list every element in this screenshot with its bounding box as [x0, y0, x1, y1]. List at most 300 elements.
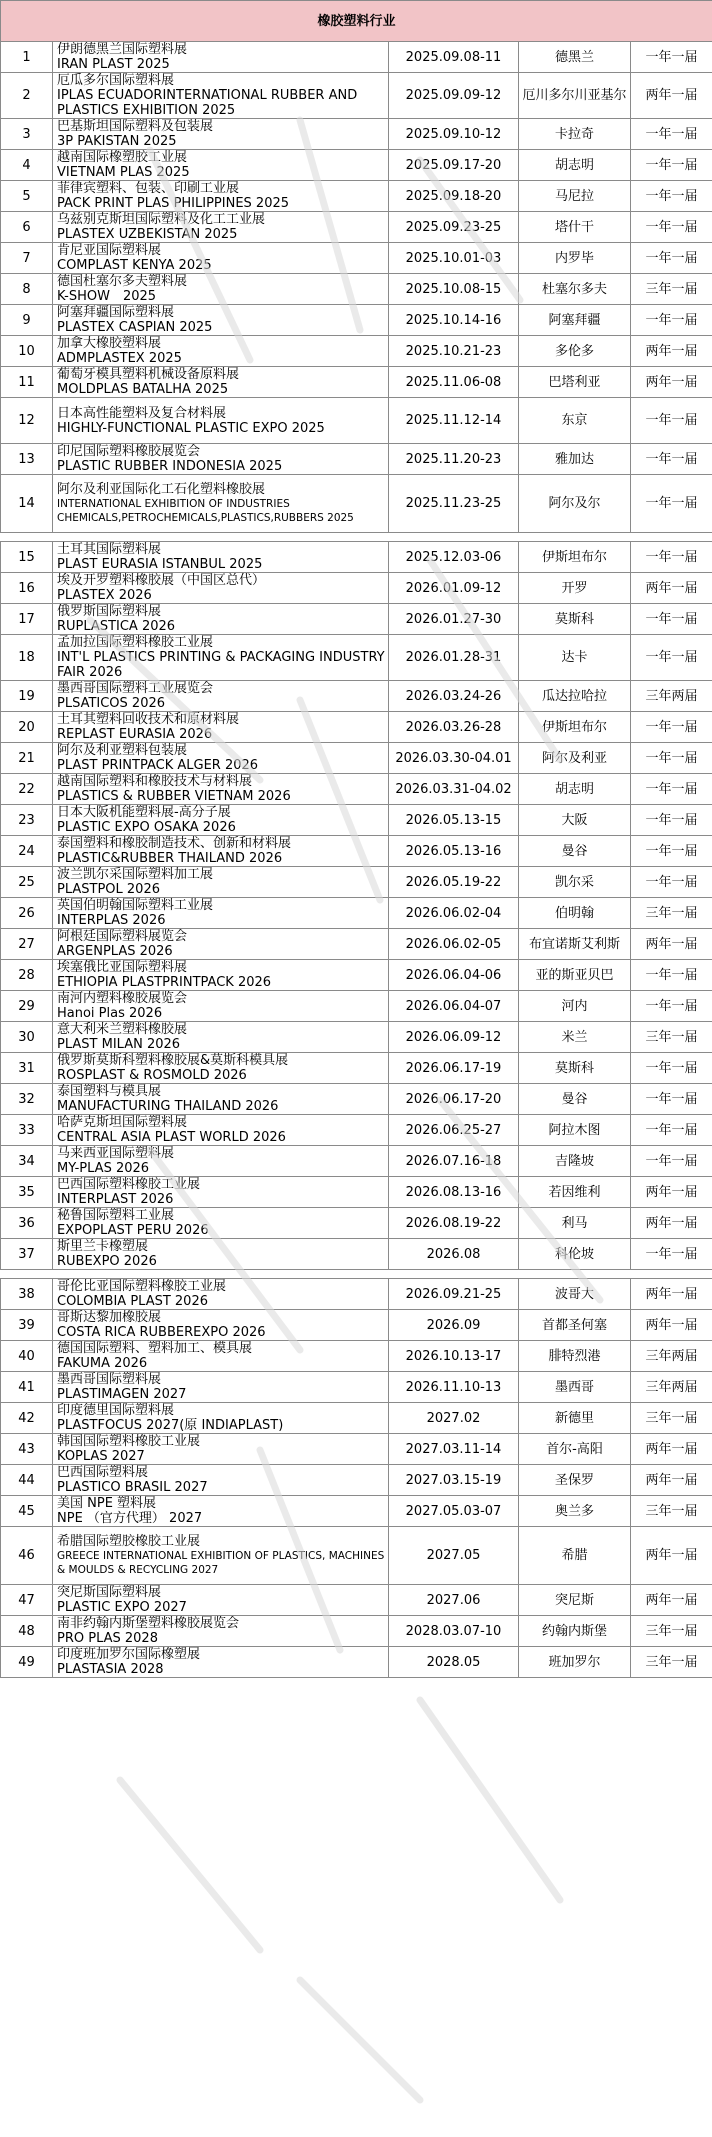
exhibition-frequency: 一年一届	[631, 712, 712, 743]
exhibition-frequency: 两年一届	[631, 1208, 712, 1239]
exhibition-name-cell	[53, 573, 389, 604]
exhibition-date: 2026.06.17-20	[389, 1084, 519, 1115]
exhibition-city: 雅加达	[519, 444, 631, 475]
exhibition-name-en: 3P PAKISTAN 2025	[57, 134, 177, 149]
exhibition-name-cn: 哥伦比亚国际塑料橡胶工业展	[57, 1279, 227, 1294]
exhibition-name-cn: 加拿大橡胶塑料展	[57, 336, 162, 351]
exhibition-name-cn: 马来西亚国际塑料展	[57, 1146, 175, 1161]
row-number: 10	[1, 336, 53, 367]
exhibition-frequency: 三年两届	[631, 681, 712, 712]
table-row	[1, 1341, 712, 1372]
exhibition-name-cell	[53, 42, 389, 73]
exhibition-name-en: RUBEXPO 2026	[57, 1254, 157, 1269]
exhibition-name-cn: 秘鲁国际塑料工业展	[57, 1208, 175, 1223]
exhibition-frequency: 三年一届	[631, 1647, 712, 1678]
row-number: 2	[1, 73, 53, 119]
exhibition-frequency: 三年一届	[631, 1403, 712, 1434]
exhibition-city: 阿拉木图	[519, 1115, 631, 1146]
exhibition-name-cell	[53, 1341, 389, 1372]
exhibition-date: 2025.11.20-23	[389, 444, 519, 475]
exhibition-frequency: 一年一届	[631, 1053, 712, 1084]
exhibition-name-cell	[53, 212, 389, 243]
table-row	[1, 867, 712, 898]
exhibition-name-cn: 孟加拉国际塑料橡胶工业展	[57, 635, 214, 650]
exhibition-name-cell	[53, 398, 389, 444]
exhibition-name-cn: 印度德里国际塑料展	[57, 1403, 175, 1418]
exhibition-date: 2026.06.02-04	[389, 898, 519, 929]
exhibition-name-cn: 英国伯明翰国际塑料工业展	[57, 898, 214, 913]
exhibition-name-en: PLAST PRINTPACK ALGER 2026	[57, 758, 259, 773]
exhibition-name-cn: 意大利米兰塑料橡胶展	[57, 1022, 188, 1037]
exhibition-city: 多伦多	[519, 336, 631, 367]
table-row	[1, 212, 712, 243]
row-number: 1	[1, 42, 53, 73]
table-row	[1, 1527, 712, 1585]
table-row	[1, 681, 712, 712]
exhibition-frequency: 三年两届	[631, 1372, 712, 1403]
exhibition-name-cn: 葡萄牙模具塑料机械设备原料展	[57, 367, 240, 382]
exhibition-city: 塔什干	[519, 212, 631, 243]
exhibition-frequency: 两年一届	[631, 1177, 712, 1208]
exhibition-frequency: 一年一届	[631, 991, 712, 1022]
table-row	[1, 712, 712, 743]
row-number: 33	[1, 1115, 53, 1146]
exhibition-date: 2025.11.12-14	[389, 398, 519, 444]
row-number: 14	[1, 475, 53, 533]
exhibition-frequency: 两年一届	[631, 336, 712, 367]
table-row	[1, 635, 712, 681]
row-number: 26	[1, 898, 53, 929]
exhibition-name-cn: 日本大阪机能塑料展-高分子展	[57, 805, 231, 820]
exhibition-frequency: 一年一届	[631, 305, 712, 336]
exhibition-frequency: 两年一届	[631, 1434, 712, 1465]
exhibition-city: 阿塞拜疆	[519, 305, 631, 336]
exhibition-frequency: 一年一届	[631, 119, 712, 150]
exhibition-name-en: PRO PLAS 2028	[57, 1631, 158, 1646]
exhibition-date: 2025.09.18-20	[389, 181, 519, 212]
exhibition-city: 约翰内斯堡	[519, 1616, 631, 1647]
exhibition-city: 莫斯科	[519, 1053, 631, 1084]
exhibition-name-cn: 俄罗斯莫斯科塑料橡胶展&莫斯科模具展	[57, 1053, 289, 1068]
exhibition-name-cn: 埃及开罗塑料橡胶展（中国区总代）	[57, 573, 266, 588]
exhibition-name-cn: 菲律宾塑料、包装、印刷工业展	[57, 181, 240, 196]
exhibition-date: 2026.05.13-16	[389, 836, 519, 867]
exhibition-name-cell	[53, 1310, 389, 1341]
exhibition-city: 奥兰多	[519, 1496, 631, 1527]
exhibition-frequency: 两年一届	[631, 1310, 712, 1341]
exhibition-name-cell	[53, 712, 389, 743]
exhibition-frequency: 一年一届	[631, 42, 712, 73]
exhibition-name-cn: 阿根廷国际塑料展览会	[57, 929, 188, 944]
exhibition-frequency: 两年一届	[631, 1527, 712, 1585]
row-number: 44	[1, 1465, 53, 1496]
exhibition-name-cn: 哈萨克斯坦国际塑料展	[57, 1115, 188, 1130]
exhibition-date: 2026.06.04-07	[389, 991, 519, 1022]
exhibition-name-cell	[53, 635, 389, 681]
exhibition-date: 2025.09.09-12	[389, 73, 519, 119]
exhibition-name-cn: 墨西哥国际塑料工业展览会	[57, 681, 214, 696]
exhibition-name-cell	[53, 1146, 389, 1177]
exhibition-name-en: COMPLAST KENYA 2025	[57, 258, 212, 273]
exhibition-name-en: HIGHLY-FUNCTIONAL PLASTIC EXPO 2025	[57, 420, 325, 436]
table-row	[1, 1434, 712, 1465]
exhibition-city: 德黑兰	[519, 42, 631, 73]
exhibition-date: 2026.01.27-30	[389, 604, 519, 635]
exhibition-city: 曼谷	[519, 1084, 631, 1115]
exhibition-name-en: K-SHOW 2025	[57, 289, 157, 304]
row-number: 36	[1, 1208, 53, 1239]
table-row	[1, 336, 712, 367]
table-row	[1, 960, 712, 991]
exhibition-frequency: 一年一届	[631, 960, 712, 991]
exhibition-date: 2026.06.17-19	[389, 1053, 519, 1084]
row-number: 31	[1, 1053, 53, 1084]
exhibition-frequency: 三年一届	[631, 1496, 712, 1527]
exhibition-name-en: MOLDPLAS BATALHA 2025	[57, 382, 229, 397]
exhibition-city: 阿尔及利亚	[519, 743, 631, 774]
exhibition-name-cn: 斯里兰卡橡塑展	[57, 1239, 149, 1254]
exhibition-name-cn: 乌兹别克斯坦国际塑料及化工工业展	[57, 212, 266, 227]
exhibition-name-en: PLSATICOS 2026	[57, 696, 166, 711]
exhibition-name-cell	[53, 1496, 389, 1527]
row-number: 25	[1, 867, 53, 898]
exhibition-name-cell	[53, 1177, 389, 1208]
table-row	[1, 1465, 712, 1496]
exhibition-name-en: INTERPLAST 2026	[57, 1192, 174, 1207]
exhibition-frequency: 一年一届	[631, 243, 712, 274]
table-row	[1, 119, 712, 150]
exhibition-name-cell	[53, 960, 389, 991]
row-number: 17	[1, 604, 53, 635]
exhibition-name-cell	[53, 1647, 389, 1678]
table-row	[1, 1403, 712, 1434]
exhibition-frequency: 一年一届	[631, 805, 712, 836]
exhibition-name-cell	[53, 475, 389, 533]
exhibition-name-cn: 越南国际塑料和橡胶技术与材料展	[57, 774, 253, 789]
exhibition-city: 瓜达拉哈拉	[519, 681, 631, 712]
exhibition-city: 布宜诺斯艾利斯	[519, 929, 631, 960]
exhibition-name-cn: 阿尔及利亚塑料包装展	[57, 743, 188, 758]
exhibition-name-cell	[53, 1527, 389, 1585]
exhibition-date: 2027.05.03-07	[389, 1496, 519, 1527]
exhibition-frequency: 一年一届	[631, 1146, 712, 1177]
row-number: 40	[1, 1341, 53, 1372]
category-title: 橡胶塑料行业	[1, 1, 712, 42]
exhibition-city: 马尼拉	[519, 181, 631, 212]
table-row	[1, 929, 712, 960]
row-number: 24	[1, 836, 53, 867]
row-number: 23	[1, 805, 53, 836]
table-row	[1, 73, 712, 119]
exhibition-city: 大阪	[519, 805, 631, 836]
exhibition-name-cn: 德国杜塞尔多夫塑料展	[57, 274, 188, 289]
exhibition-city: 米兰	[519, 1022, 631, 1053]
exhibition-city: 胡志明	[519, 150, 631, 181]
exhibition-name-cn: 阿塞拜疆国际塑料展	[57, 305, 175, 320]
table-row	[1, 604, 712, 635]
exhibition-name-en: PLASTICS & RUBBER VIETNAM 2026	[57, 789, 291, 804]
row-number: 30	[1, 1022, 53, 1053]
exhibition-city: 达卡	[519, 635, 631, 681]
exhibition-name-cell	[53, 1279, 389, 1310]
exhibition-date: 2026.01.09-12	[389, 573, 519, 604]
exhibition-date: 2026.06.02-05	[389, 929, 519, 960]
exhibition-frequency: 两年一届	[631, 1279, 712, 1310]
exhibition-name-cn: 南河内塑料橡胶展览会	[57, 991, 188, 1006]
exhibition-name-en: PACK PRINT PLAS PHILIPPINES 2025	[57, 196, 290, 211]
exhibition-city: 河内	[519, 991, 631, 1022]
exhibition-name-en: ETHIOPIA PLASTPRINTPACK 2026	[57, 975, 272, 990]
exhibition-city: 若因维利	[519, 1177, 631, 1208]
exhibition-frequency: 一年一届	[631, 444, 712, 475]
exhibition-date: 2025.09.23-25	[389, 212, 519, 243]
row-number: 41	[1, 1372, 53, 1403]
exhibition-name-cn: 伊朗德黑兰国际塑料展	[57, 42, 188, 57]
exhibition-city: 伯明翰	[519, 898, 631, 929]
exhibition-name-cn: 阿尔及利亚国际化工石化塑料橡胶展	[57, 482, 266, 497]
exhibition-city: 首都圣何塞	[519, 1310, 631, 1341]
row-number: 34	[1, 1146, 53, 1177]
exhibition-city: 圣保罗	[519, 1465, 631, 1496]
exhibition-name-cn: 肯尼亚国际塑料展	[57, 243, 162, 258]
row-number: 6	[1, 212, 53, 243]
exhibition-name-en: PLASTEX 2026	[57, 588, 152, 603]
exhibition-name-en: ARGENPLAS 2026	[57, 944, 173, 959]
exhibition-name-cell	[53, 1465, 389, 1496]
row-number: 16	[1, 573, 53, 604]
exhibition-date: 2026.08.19-22	[389, 1208, 519, 1239]
exhibition-date: 2026.05.19-22	[389, 867, 519, 898]
exhibition-city: 科伦坡	[519, 1239, 631, 1270]
exhibition-name-en: PLASTASIA 2028	[57, 1662, 164, 1677]
exhibition-name-cn: 越南国际橡塑胶工业展	[57, 150, 188, 165]
exhibition-name-en: IPLAS ECUADORINTERNATIONAL RUBBER AND PLASTICS EXHIBITION 2025	[57, 88, 358, 118]
exhibition-name-en: INTERNATIONAL EXHIBITION OF INDUSTRIES CHEMICALS,PETROCHEMICALS,PLASTICS,RUBBERS 2025	[57, 498, 354, 524]
exhibition-frequency: 一年一届	[631, 542, 712, 573]
exhibition-name-cn: 印尼国际塑料橡胶展览会	[57, 444, 201, 459]
table-row	[1, 1647, 712, 1678]
exhibition-city: 吉隆坡	[519, 1146, 631, 1177]
row-number: 21	[1, 743, 53, 774]
section-gap-cell	[1, 1270, 712, 1279]
exhibition-name-en: PLASTIC&RUBBER THAILAND 2026	[57, 851, 283, 866]
exhibition-name-cell	[53, 1084, 389, 1115]
exhibition-date: 2026.11.10-13	[389, 1372, 519, 1403]
row-number: 46	[1, 1527, 53, 1585]
exhibition-date: 2026.03.30-04.01	[389, 743, 519, 774]
exhibition-date: 2028.03.07-10	[389, 1616, 519, 1647]
table-row	[1, 398, 712, 444]
row-number: 32	[1, 1084, 53, 1115]
exhibition-date: 2026.03.26-28	[389, 712, 519, 743]
exhibition-name-en: RUPLASTICA 2026	[57, 619, 176, 634]
exhibition-date: 2025.12.03-06	[389, 542, 519, 573]
table-row	[1, 774, 712, 805]
table-row	[1, 475, 712, 533]
table-row	[1, 274, 712, 305]
exhibition-name-cn: 厄瓜多尔国际塑料展	[57, 73, 175, 88]
exhibition-name-cell	[53, 1053, 389, 1084]
exhibition-date: 2026.06.04-06	[389, 960, 519, 991]
exhibition-date: 2025.09.17-20	[389, 150, 519, 181]
exhibition-name-cn: 埃塞俄比亚国际塑料展	[57, 960, 188, 975]
exhibition-name-en: CENTRAL ASIA PLAST WORLD 2026	[57, 1130, 286, 1145]
table-row	[1, 181, 712, 212]
exhibition-city: 伊斯坦布尔	[519, 712, 631, 743]
exhibition-frequency: 一年一届	[631, 1239, 712, 1270]
row-number: 13	[1, 444, 53, 475]
exhibition-city: 伊斯坦布尔	[519, 542, 631, 573]
exhibition-name-cell	[53, 150, 389, 181]
table-row	[1, 367, 712, 398]
row-number: 11	[1, 367, 53, 398]
exhibition-city: 墨西哥	[519, 1372, 631, 1403]
table-row	[1, 743, 712, 774]
exhibition-city: 利马	[519, 1208, 631, 1239]
row-number: 45	[1, 1496, 53, 1527]
exhibition-frequency: 一年一届	[631, 867, 712, 898]
exhibition-name-cell	[53, 929, 389, 960]
exhibition-name-cell	[53, 367, 389, 398]
exhibition-frequency: 三年一届	[631, 898, 712, 929]
exhibition-city: 新德里	[519, 1403, 631, 1434]
row-number: 20	[1, 712, 53, 743]
table-row	[1, 1084, 712, 1115]
exhibition-name-cell	[53, 1403, 389, 1434]
exhibition-name-en: PLAST MILAN 2026	[57, 1037, 181, 1052]
table-row	[1, 991, 712, 1022]
exhibition-name-cell	[53, 681, 389, 712]
exhibition-name-cn: 巴基斯坦国际塑料及包装展	[57, 119, 214, 134]
exhibition-frequency: 两年一届	[631, 367, 712, 398]
row-number: 7	[1, 243, 53, 274]
exhibition-name-cell	[53, 274, 389, 305]
exhibition-date: 2026.06.09-12	[389, 1022, 519, 1053]
exhibition-name-cell	[53, 898, 389, 929]
table-row	[1, 542, 712, 573]
row-number: 5	[1, 181, 53, 212]
exhibition-name-en: VIETNAM PLAS 2025	[57, 165, 190, 180]
exhibition-name-cell	[53, 1434, 389, 1465]
row-number: 18	[1, 635, 53, 681]
exhibition-city: 厄川多尔川亚基尔	[519, 73, 631, 119]
table-row	[1, 1115, 712, 1146]
exhibition-name-cell	[53, 604, 389, 635]
exhibition-name-cell	[53, 542, 389, 573]
table-row	[1, 1279, 712, 1310]
exhibition-date: 2027.02	[389, 1403, 519, 1434]
exhibition-frequency: 一年一届	[631, 150, 712, 181]
exhibition-name-cn: 德国国际塑料、塑料加工、模具展	[57, 1341, 253, 1356]
exhibition-date: 2027.05	[389, 1527, 519, 1585]
exhibition-name-cn: 泰国塑料与模具展	[57, 1084, 162, 1099]
exhibition-name-cn: 土耳其塑料回收技术和原材料展	[57, 712, 240, 727]
exhibition-frequency: 一年一届	[631, 1115, 712, 1146]
row-number: 38	[1, 1279, 53, 1310]
exhibition-name-cell	[53, 991, 389, 1022]
exhibition-name-en: PLASTIC EXPO 2027	[57, 1600, 187, 1615]
section-gap-cell	[1, 533, 712, 542]
exhibition-name-cn: 美国 NPE 塑料展	[57, 1496, 157, 1511]
exhibition-name-en: ROSPLAST & ROSMOLD 2026	[57, 1068, 247, 1083]
exhibition-city: 东京	[519, 398, 631, 444]
exhibition-city: 胡志明	[519, 774, 631, 805]
exhibition-frequency: 一年一届	[631, 774, 712, 805]
exhibition-city: 希腊	[519, 1527, 631, 1585]
exhibition-city: 开罗	[519, 573, 631, 604]
exhibition-name-cell	[53, 1022, 389, 1053]
exhibition-date: 2025.10.01-03	[389, 243, 519, 274]
row-number: 3	[1, 119, 53, 150]
exhibition-name-cn: 泰国塑料和橡胶制造技术、创新和材料展	[57, 836, 292, 851]
table-row	[1, 305, 712, 336]
exhibition-name-cn: 波兰凯尔采国际塑料加工展	[57, 867, 214, 882]
exhibition-name-en: INTERPLAS 2026	[57, 913, 166, 928]
section-gap	[1, 533, 712, 542]
exhibition-name-en: PLASTEX CASPIAN 2025	[57, 320, 213, 335]
row-number: 9	[1, 305, 53, 336]
exhibition-frequency: 两年一届	[631, 573, 712, 604]
exhibition-name-cn: 俄罗斯国际塑料展	[57, 604, 162, 619]
table-row	[1, 1372, 712, 1403]
row-number: 8	[1, 274, 53, 305]
exhibition-name-cell	[53, 1115, 389, 1146]
exhibition-date: 2026.01.28-31	[389, 635, 519, 681]
exhibition-name-en: GREECE INTERNATIONAL EXHIBITION OF PLASTICS, MACHINES & MOULDS & RECYCLING 2027	[57, 1550, 385, 1576]
exhibition-city: 内罗毕	[519, 243, 631, 274]
table-row	[1, 1022, 712, 1053]
exhibition-city: 杜塞尔多夫	[519, 274, 631, 305]
exhibition-name-en: MY-PLAS 2026	[57, 1161, 150, 1176]
row-number: 15	[1, 542, 53, 573]
exhibition-name-cell	[53, 1239, 389, 1270]
exhibition-city: 波哥大	[519, 1279, 631, 1310]
table-row	[1, 1585, 712, 1616]
exhibition-city: 首尔-高阳	[519, 1434, 631, 1465]
exhibition-city: 班加罗尔	[519, 1647, 631, 1678]
exhibition-name-cell	[53, 1585, 389, 1616]
exhibition-frequency: 三年一届	[631, 1022, 712, 1053]
exhibition-name-cn: 巴西国际塑料橡胶工业展	[57, 1177, 201, 1192]
exhibition-name-en: INT'L PLASTICS PRINTING & PACKAGING INDUSTRY FAIR 2026	[57, 650, 385, 680]
table-row	[1, 1053, 712, 1084]
exhibition-frequency: 两年一届	[631, 1465, 712, 1496]
row-number: 28	[1, 960, 53, 991]
exhibition-frequency: 三年一届	[631, 1616, 712, 1647]
exhibition-name-cn: 希腊国际塑胶橡胶工业展	[57, 1534, 201, 1549]
exhibition-name-cell	[53, 805, 389, 836]
exhibition-frequency: 一年一届	[631, 743, 712, 774]
exhibition-frequency: 三年一届	[631, 274, 712, 305]
exhibition-name-en: PLAST EURASIA ISTANBUL 2025	[57, 557, 263, 572]
exhibition-name-en: COSTA RICA RUBBEREXPO 2026	[57, 1325, 266, 1340]
table-row	[1, 1616, 712, 1647]
exhibition-frequency: 一年一届	[631, 475, 712, 533]
exhibition-name-cell	[53, 73, 389, 119]
row-number: 12	[1, 398, 53, 444]
exhibition-date: 2026.03.24-26	[389, 681, 519, 712]
exhibition-name-en: ADMPLASTEX 2025	[57, 351, 182, 366]
exhibition-name-en: PLASTICO BRASIL 2027	[57, 1480, 208, 1495]
exhibition-name-cell	[53, 1208, 389, 1239]
exhibition-name-cn: 土耳其国际塑料展	[57, 542, 162, 557]
row-number: 19	[1, 681, 53, 712]
exhibition-city: 亚的斯亚贝巴	[519, 960, 631, 991]
exhibition-name-en: PLASTPOL 2026	[57, 882, 160, 897]
exhibition-frequency: 两年一届	[631, 1585, 712, 1616]
exhibition-city: 莫斯科	[519, 604, 631, 635]
exhibition-name-en: PLASTIC EXPO OSAKA 2026	[57, 820, 236, 835]
